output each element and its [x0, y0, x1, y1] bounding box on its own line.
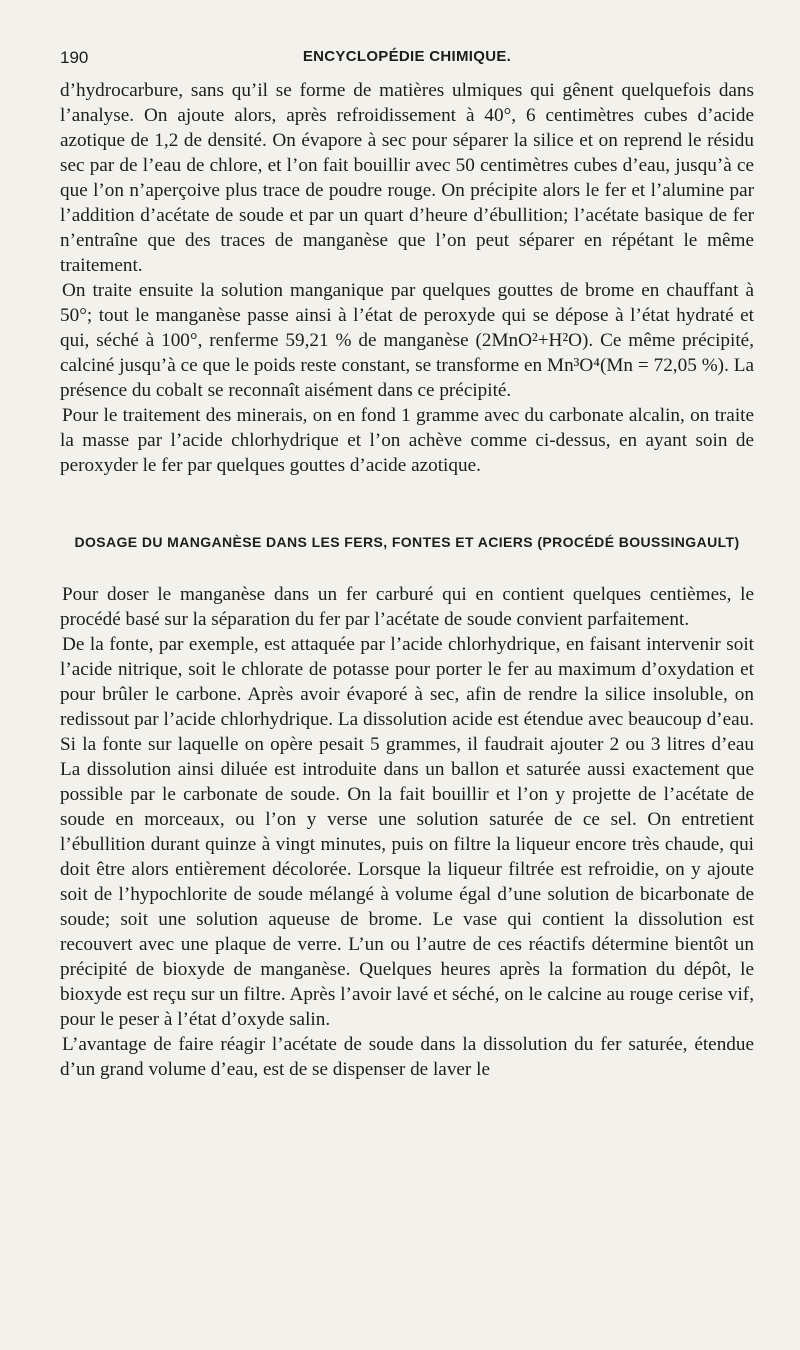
running-head: [60, 48, 754, 78]
section-heading: DOSAGE DU MANGANÈSE DANS LES FERS, FONTES ET ACIERS (PROCÉDÉ BOUSSINGAULT): [74, 534, 740, 550]
paragraph: d’hydrocarbure, sans qu’il se forme de matières ulmiques qui gênent quelquefois dans l’analyse. On ajoute alors, après refroidissement à 40°, 6 centimètres cubes d’acide azotique de 1,2 de densité. On évapore à sec pour séparer la silice et on reprend le résidu sec par de l’eau de chlore, et l’on fait bouillir avec 50 centimètres cubes d’eau, jusqu’à ce que l’on n’aperçoive plus trace de poudre rouge. On précipite alors le fer et l’alumine par l’addition d’acétate de soude et par un quart d’heure d’ébullition; l’acétate basique de fer n’entraîne que des traces de manganèse que l’on peut séparer en répétant le même traitement.: [60, 80, 754, 276]
running-title: ENCYCLOPÉDIE CHIMIQUE.: [302, 48, 512, 65]
page-number: 190: [60, 48, 89, 67]
paragraph: Pour le traitement des minerais, on en fond 1 gramme avec du carbonate alcalin, on traite la masse par l’acide chlorhydrique et l’on achève comme ci-dessus, en ayant soin de peroxyder le fer par quelques gouttes d’acide azotique.: [60, 405, 754, 476]
paragraph: De la fonte, par exemple, est attaquée par l’acide chlorhydrique, en faisant intervenir soit l’acide nitrique, soit le chlorate de potasse pour porter le fer au maximum d’oxydation et pour brûler le carbone. Après avoir évaporé à sec, afin de rendre la silice insoluble, on redissout par l’acide chlorhydrique. La dissolution acide est étendue avec beaucoup d’eau. Si la fonte sur laquelle on opère pesait 5 grammes, il faudrait ajouter 2 ou 3 litres d’eau La dissolution ainsi diluée est introduite dans un ballon et saturée aussi exactement que possible par le carbonate de soude. On la fait bouillir et l’on y projette de l’acétate de soude en morceaux, ou l’on y verse une solution saturée de ce sel. On entretient l’ébullition durant quinze à vingt minutes, puis on filtre la liqueur encore très chaude, qui doit être alors entièrement décolorée. Lorsque la liqueur filtrée est refroidie, on y ajoute soit de l’hypochlorite de soude mélangé à volume égal d’une solution de bicarbonate de soude; soit une solution aqueuse de brome. Le vase qui contient la dissolution est recouvert avec une plaque de verre. L’un ou l’autre de ces réactifs détermine bientôt un précipité de bioxyde de manganèse. Quelques heures après la formation du dépôt, le bioxyde est reçu sur un filtre. Après l’avoir lavé et séché, on le calcine au rouge cerise vif, pour le peser à l’état d’oxyde salin.: [60, 634, 754, 1030]
paragraph: Pour doser le manganèse dans un fer carburé qui en contient quelques centièmes, le procédé basé sur la séparation du fer par l’acétate de soude convient parfaitement.: [60, 584, 754, 630]
paragraph: On traite ensuite la solution manganique par quelques gouttes de brome en chauffant à 50°; tout le manganèse passe ainsi à l’état de peroxyde qui se dépose à l’état hydraté et qui, séché à 100°, renferme 59,21 % de manganèse (2MnO²+H²O). Ce même précipité, calciné jusqu’à ce que le poids reste constant, se transforme en Mn³O⁴(Mn = 72,05 %). La présence du cobalt se reconnaît aisément dans ce précipité.: [60, 280, 754, 401]
paragraph: L’avantage de faire réagir l’acétate de soude dans la dissolution du fer saturée, étendue d’un grand volume d’eau, est de se dispenser de laver le: [60, 1034, 754, 1080]
body-text: [60, 78, 754, 1082]
